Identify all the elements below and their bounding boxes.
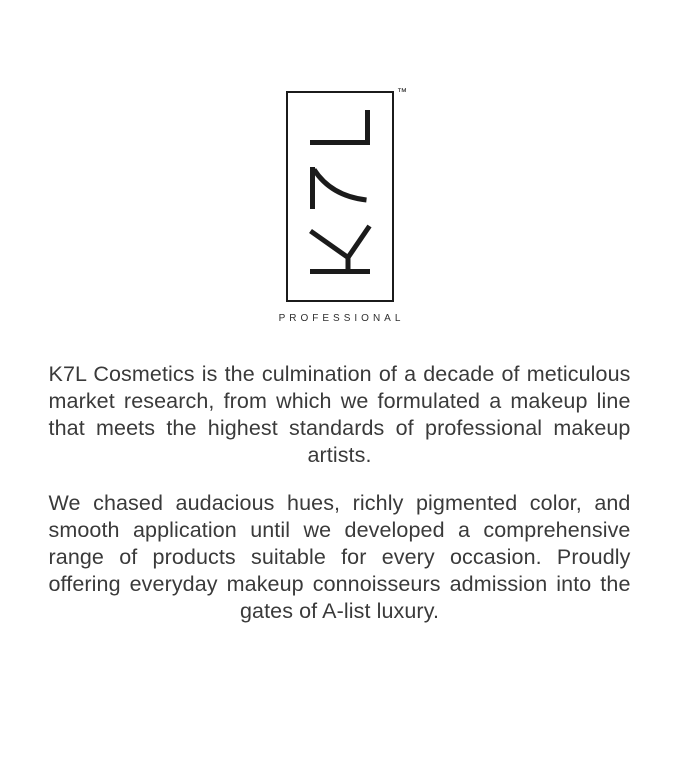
- brand-description: [49, 361, 631, 625]
- logo-block: [0, 87, 679, 324]
- brand-panel: [0, 87, 679, 770]
- trademark-symbol: ™: [396, 87, 408, 98]
- wordmark-letter-k-leg-right: [348, 226, 370, 258]
- logo-frame-wrap: [286, 87, 408, 302]
- wordmark-letter-k-leg-left: [310, 231, 348, 258]
- logo-frame: [286, 91, 394, 302]
- brand-paragraph-2: We chased audacious hues, richly pigmented color, and smooth application until we developed a comprehensive range of products suitable for every occasion. Proudly offering everyday makeup connoisseurs admission into the gates of A-list luxury.: [48, 491, 631, 623]
- wordmark-letter-7-curve: [314, 170, 367, 201]
- brand-paragraph-1: K7L Cosmetics is the culmination of a decade of meticulous market research, from which we formulated a makeup line that meets the highest standards of professional makeup artists.: [48, 362, 631, 467]
- wordmark-letter-l: [310, 110, 368, 143]
- logo-tagline: PROFESSIONAL: [278, 313, 405, 324]
- k7l-wordmark-icon: [310, 110, 370, 274]
